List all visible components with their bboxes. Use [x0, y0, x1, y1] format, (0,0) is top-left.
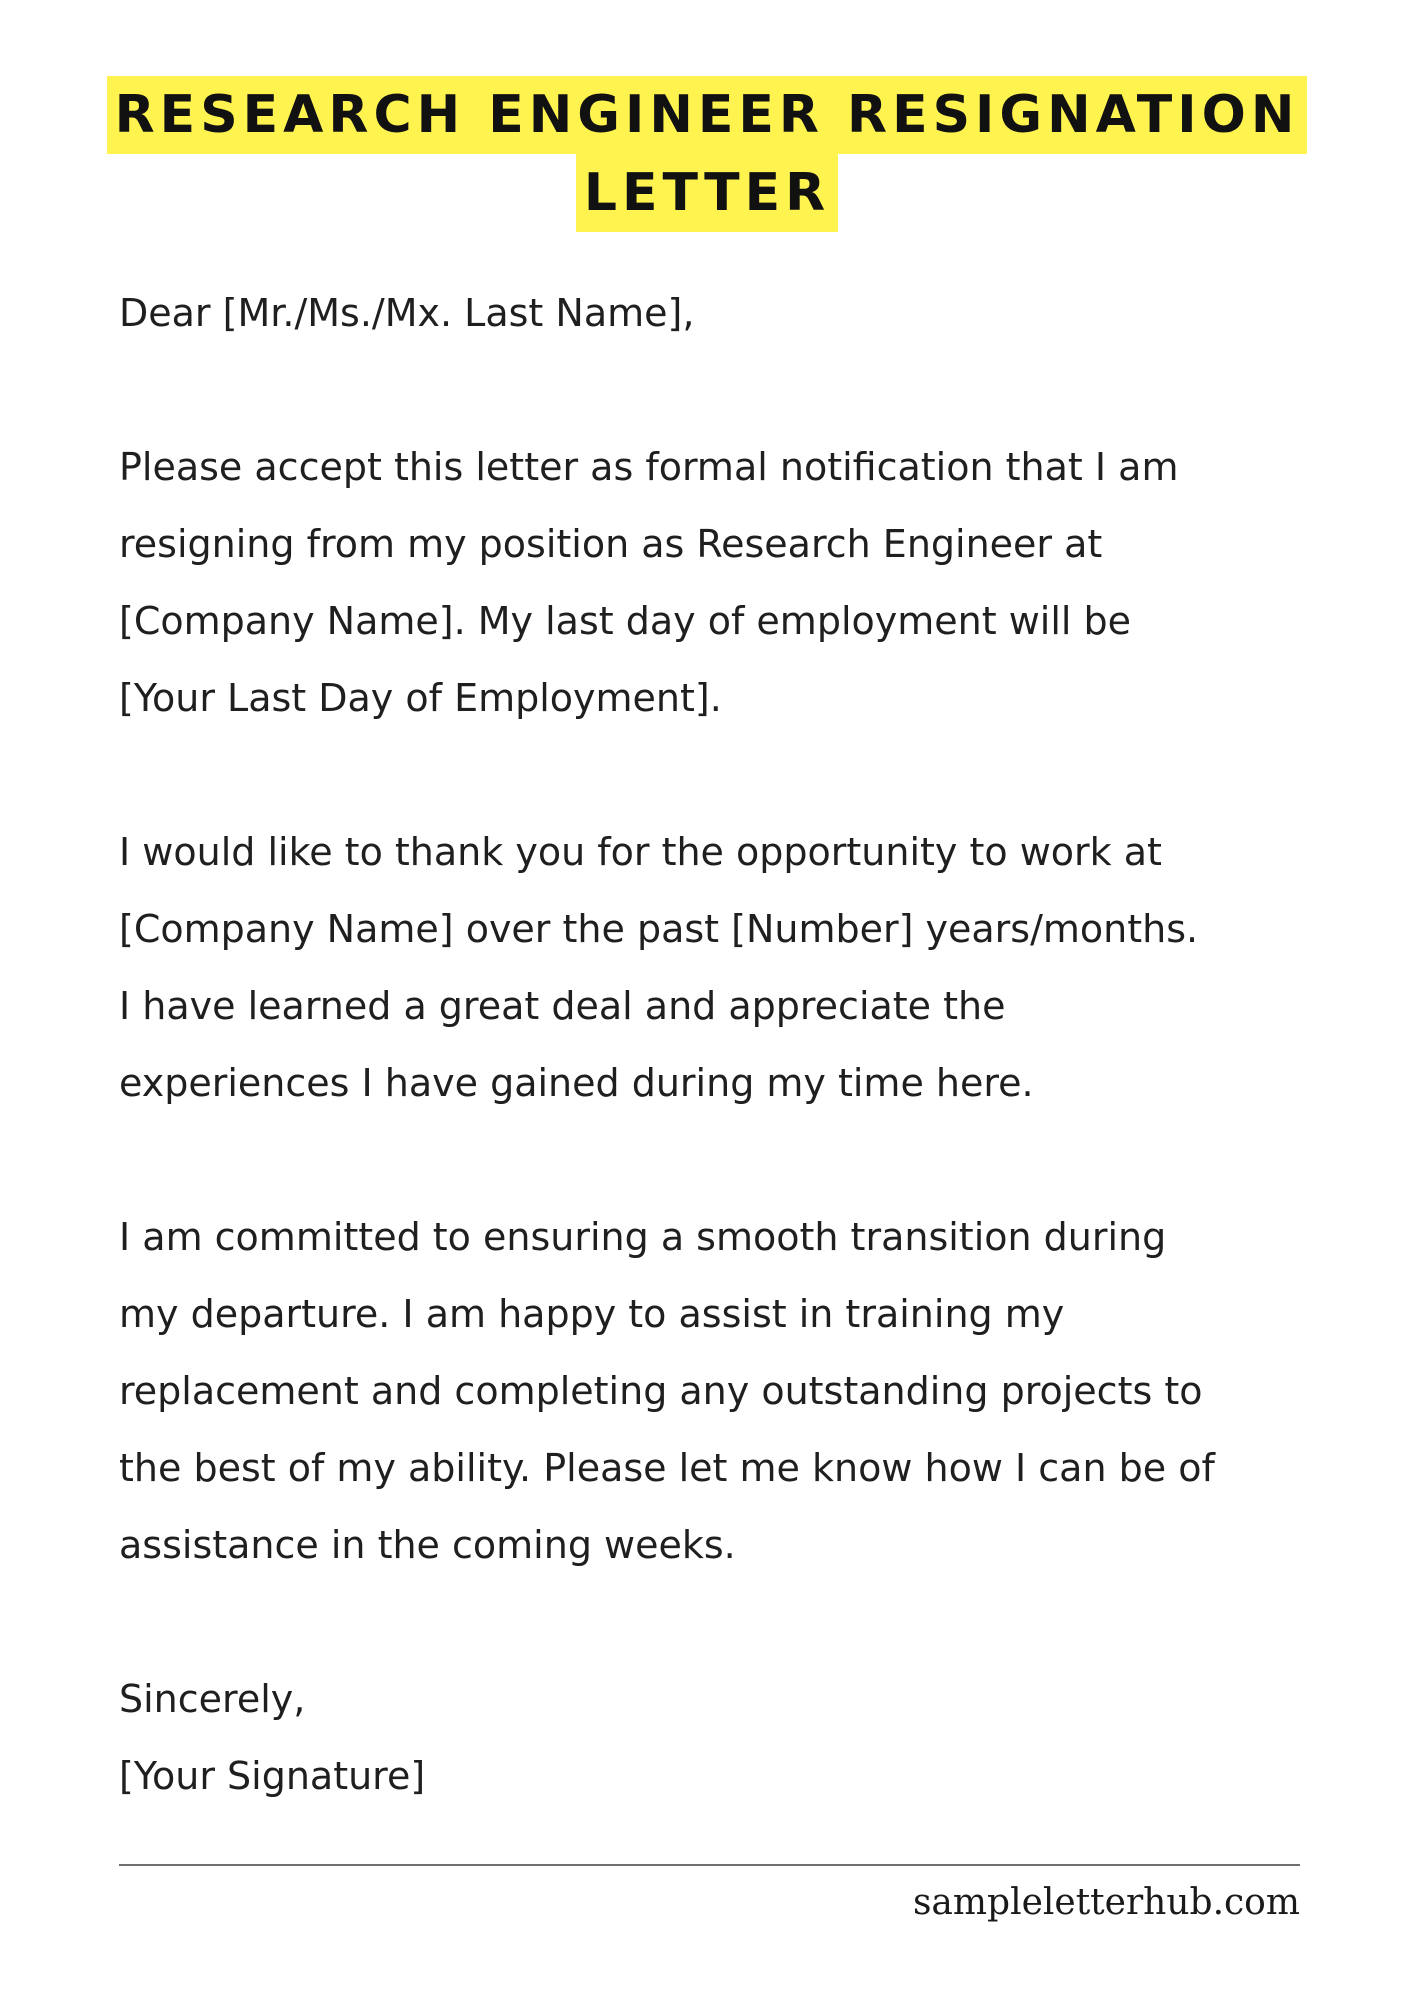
- closing-block: [119, 1661, 1379, 1815]
- paragraph-thanks: [119, 814, 1379, 1122]
- paragraph-transition: [119, 1199, 1379, 1584]
- footer-site: sampleletterhub.com: [912, 1882, 1300, 1923]
- title-line-1: RESEARCH ENGINEER RESIGNATION: [107, 76, 1308, 154]
- paragraph-line: [Company Name] over the past [Number] years/months.: [119, 907, 1199, 951]
- paragraph-line: my departure. I am happy to assist in training my: [119, 1292, 1065, 1336]
- paragraph-line: [Your Last Day of Employment].: [119, 676, 722, 720]
- salutation-paragraph: [119, 275, 1379, 352]
- paragraph-line: assistance in the coming weeks.: [119, 1523, 736, 1567]
- closing: Sincerely,: [119, 1677, 306, 1721]
- paragraph-notification: [119, 429, 1379, 737]
- letter-title: [0, 76, 1414, 232]
- paragraph-line: I would like to thank you for the opportunity to work at: [119, 830, 1162, 874]
- paragraph-line: resigning from my position as Research Engineer at: [119, 522, 1103, 566]
- letter-body: [119, 275, 1379, 1815]
- paragraph-line: the best of my ability. Please let me know how I can be of: [119, 1446, 1215, 1490]
- footer-divider: [119, 1864, 1300, 1866]
- paragraph-line: experiences I have gained during my time here.: [119, 1061, 1034, 1105]
- paragraph-line: replacement and completing any outstanding projects to: [119, 1369, 1203, 1413]
- signature-placeholder: [Your Signature]: [119, 1754, 426, 1798]
- paragraph-line: I am committed to ensuring a smooth transition during: [119, 1215, 1167, 1259]
- paragraph-line: [Company Name]. My last day of employment will be: [119, 599, 1132, 643]
- title-line-2: LETTER: [576, 154, 838, 232]
- salutation: Dear [Mr./Ms./Mx. Last Name],: [119, 291, 695, 335]
- paragraph-line: Please accept this letter as formal notification that I am: [119, 445, 1179, 489]
- paragraph-line: I have learned a great deal and appreciate the: [119, 984, 1006, 1028]
